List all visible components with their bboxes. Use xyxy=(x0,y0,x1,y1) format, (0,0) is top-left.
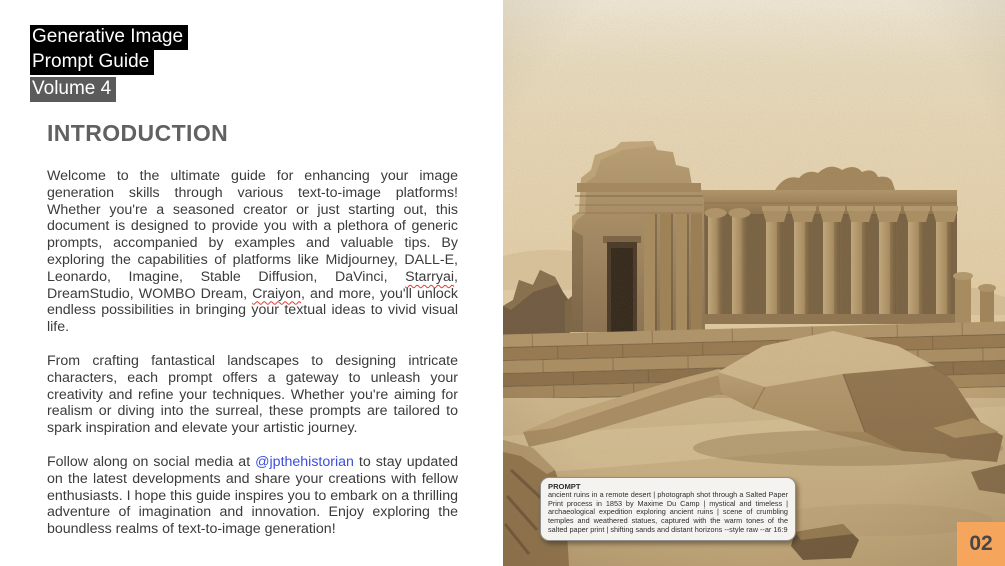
section-heading: INTRODUCTION xyxy=(47,120,229,146)
paragraph-2: From crafting fantastical landscapes to designing intricate characters, each prompt offers a gateway to unleash your creativity and refine your techniques. Whether you're aiming for realism or diving into the surreal, these prompts are tailored to spark inspiration and elevate your artistic journey. xyxy=(47,352,458,437)
title-line-2: Prompt Guide xyxy=(30,50,154,75)
prompt-caption-box xyxy=(540,477,796,541)
prompt-text: ancient ruins in a remote desert | photograph shot through a Salted Paper Print process in 1853 by Maxime Du Camp | mystical and timeless | archaeological expedition exploring ancient ruins | scene of crumbling temples and weathered statues, captured with the warm tones of the salted paper print | shifting sands and distant horizons --style raw --ar 16:9 xyxy=(548,490,788,534)
misspelled-word-craiyon: Craiyon xyxy=(252,285,302,302)
paragraph-1-end: , and more, you'll unlock endless possibilities in bringing your textual ideas to vivid visual life. xyxy=(47,285,458,336)
page-number-badge: 02 xyxy=(957,522,1005,566)
paragraph-1-mid: , DreamStudio, WOMBO Dream, xyxy=(47,268,458,302)
ruins-photo xyxy=(503,0,1005,566)
intro-body xyxy=(47,168,458,555)
social-handle-link[interactable]: @jpthehistorian xyxy=(255,453,354,470)
paragraph-1 xyxy=(47,168,458,336)
page-title xyxy=(30,25,188,102)
paragraph-1-text: Welcome to the ultimate guide for enhancing your image generation skills through various text-to-image platforms! Whether you're a seasoned creator or just starting out, this document is designed to provide you with a plethora of generic prompts, accompanied by examples and valuable tips. By exploring the capabilities of platforms like Midjourney, DALL-E, Leonardo, Imagine, Stable Diffusion, DaVinci, xyxy=(47,168,458,285)
misspelled-word-starryai: Starryai xyxy=(405,268,455,285)
title-volume: Volume 4 xyxy=(30,77,116,102)
paragraph-3-start: Follow along on social media at xyxy=(47,453,256,470)
paragraph-3-end: to stay updated on the latest developments and share your creations with fellow enthusiasts. I hope this guide inspires you to embark on a thrilling adventure of imagination and innovation. Enjoy exploring the boundless realms of text-to-image generation! xyxy=(47,453,458,538)
prompt-label: PROMPT xyxy=(548,482,581,491)
paragraph-3 xyxy=(47,454,458,538)
title-line-1: Generative Image xyxy=(30,25,188,50)
